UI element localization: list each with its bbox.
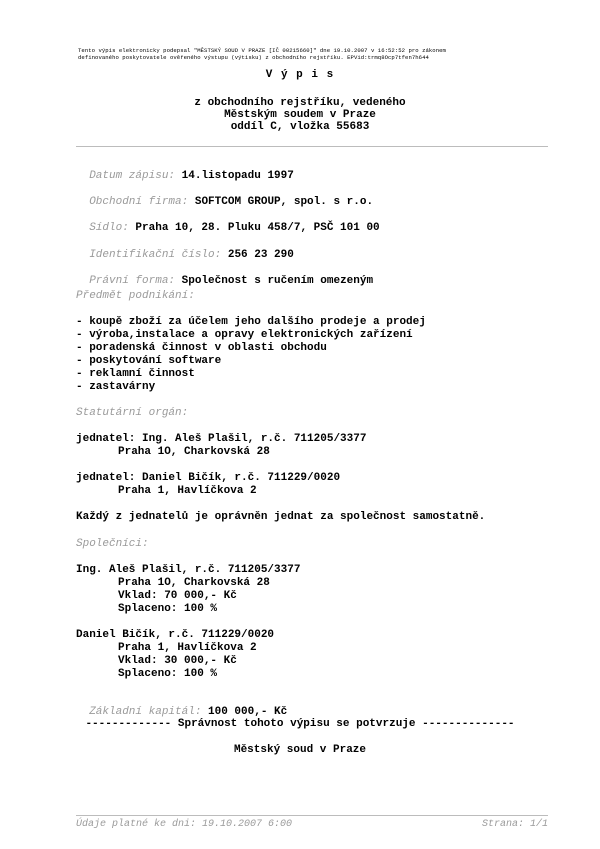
predmet-label: Předmět podnikání:	[76, 290, 195, 302]
title-subline-1: z obchodního rejstříku, vedeného	[194, 97, 406, 109]
jednani-statement: Každý z jednatelů je oprávněn jednat za společnost samostatně.	[76, 511, 486, 523]
jednatel-1-name: jednatel: Ing. Aleš Plašil, r.č. 711205/3377	[76, 433, 367, 445]
field-label: Obchodní firma:	[89, 196, 189, 208]
spolecnik-2-vklad: Vklad: 30 000,- Kč	[118, 655, 237, 667]
spolecnik-1-address: Praha 1O, Charkovská 28	[118, 577, 270, 589]
field-value: 256 23 290	[227, 249, 294, 261]
jednatel-2-name: jednatel: Daniel Bičík, r.č. 711229/0020	[76, 472, 341, 484]
field-sidlo	[76, 210, 380, 234]
field-value: 100 000,- Kč	[208, 706, 288, 718]
field-label: Sídlo:	[89, 222, 129, 234]
top-divider	[76, 146, 548, 147]
footer-page-number: Strana: 1/1	[481, 819, 548, 830]
field-label: Datum zápisu:	[89, 170, 176, 182]
field-value: SOFTCOM GROUP, spol. s r.o.	[194, 196, 374, 208]
field-label: Základní kapitál:	[89, 706, 202, 718]
signature-note-line-1: Tento výpis elektronicky podepsal "MĚSTSKÝ SOUD V PRAZE [IČ 00215660]" dne 19.10.2007 v 16:52:52 pro zákonem	[78, 47, 446, 54]
document-title: V ý p i s	[265, 69, 335, 81]
statutarni-organ-label: Statutární orgán:	[76, 407, 189, 419]
predmet-item: - koupě zboží za účelem jeho dalšího prodeje a prodej	[76, 316, 426, 328]
spolecnik-2-address: Praha 1, Havlíčkova 2	[118, 642, 257, 654]
field-label: Identifikační číslo:	[89, 249, 222, 261]
spolecnik-1-splaceno: Splaceno: 100 %	[118, 603, 218, 615]
title-subline-2: Městským soudem v Praze	[224, 109, 376, 121]
spolecnik-2-name: Daniel Bičík, r.č. 711229/0020	[76, 629, 275, 641]
predmet-item: - poskytování software	[76, 355, 222, 367]
spolecnik-1-name: Ing. Aleš Plašil, r.č. 711205/3377	[76, 564, 301, 576]
jednatel-1-address: Praha 1O, Charkovská 28	[118, 446, 270, 458]
predmet-item: - reklamní činnost	[76, 368, 195, 380]
spolecnici-label: Společníci:	[76, 538, 149, 550]
court-name: Městský soud v Praze	[233, 744, 367, 756]
spolecnik-1-vklad: Vklad: 70 000,- Kč	[118, 590, 237, 602]
field-value: Společnost s ručením omezeným	[181, 275, 374, 287]
field-datum-zapisu	[76, 158, 294, 182]
title-subline-3: oddíl C, vložka 55683	[230, 121, 370, 133]
predmet-item: - poradenská činnost v oblasti obchodu	[76, 342, 327, 354]
field-value: 14.listopadu 1997	[181, 170, 294, 182]
field-pravni-forma	[76, 263, 373, 287]
field-value: Praha 10, 28. Pluku 458/7, PSČ 101 00	[135, 222, 380, 234]
jednatel-2-address: Praha 1, Havlíčkova 2	[118, 485, 257, 497]
signature-note-line-2: definovaného poskytovatele ověřeného výstupu (výtisku) z obchodního rejstříku. EPVid:trmq8Ocp7tfen7h644	[78, 54, 429, 61]
spolecnik-2-splaceno: Splaceno: 100 %	[118, 668, 218, 680]
field-obchodni-firma	[76, 184, 373, 208]
field-zakladni-kapital	[76, 694, 287, 718]
predmet-item: - zastavárny	[76, 381, 156, 393]
confirmation-line: ------------- Správnost tohoto výpisu se potvrzuje --------------	[85, 718, 515, 730]
footer-valid-date: Údaje platné ke dni: 19.10.2007 6:00	[76, 819, 293, 830]
footer-divider	[76, 815, 548, 816]
field-label: Právní forma:	[89, 275, 176, 287]
predmet-item: - výroba,instalace a opravy elektronických zařízení	[76, 329, 413, 341]
field-ico	[76, 237, 294, 261]
